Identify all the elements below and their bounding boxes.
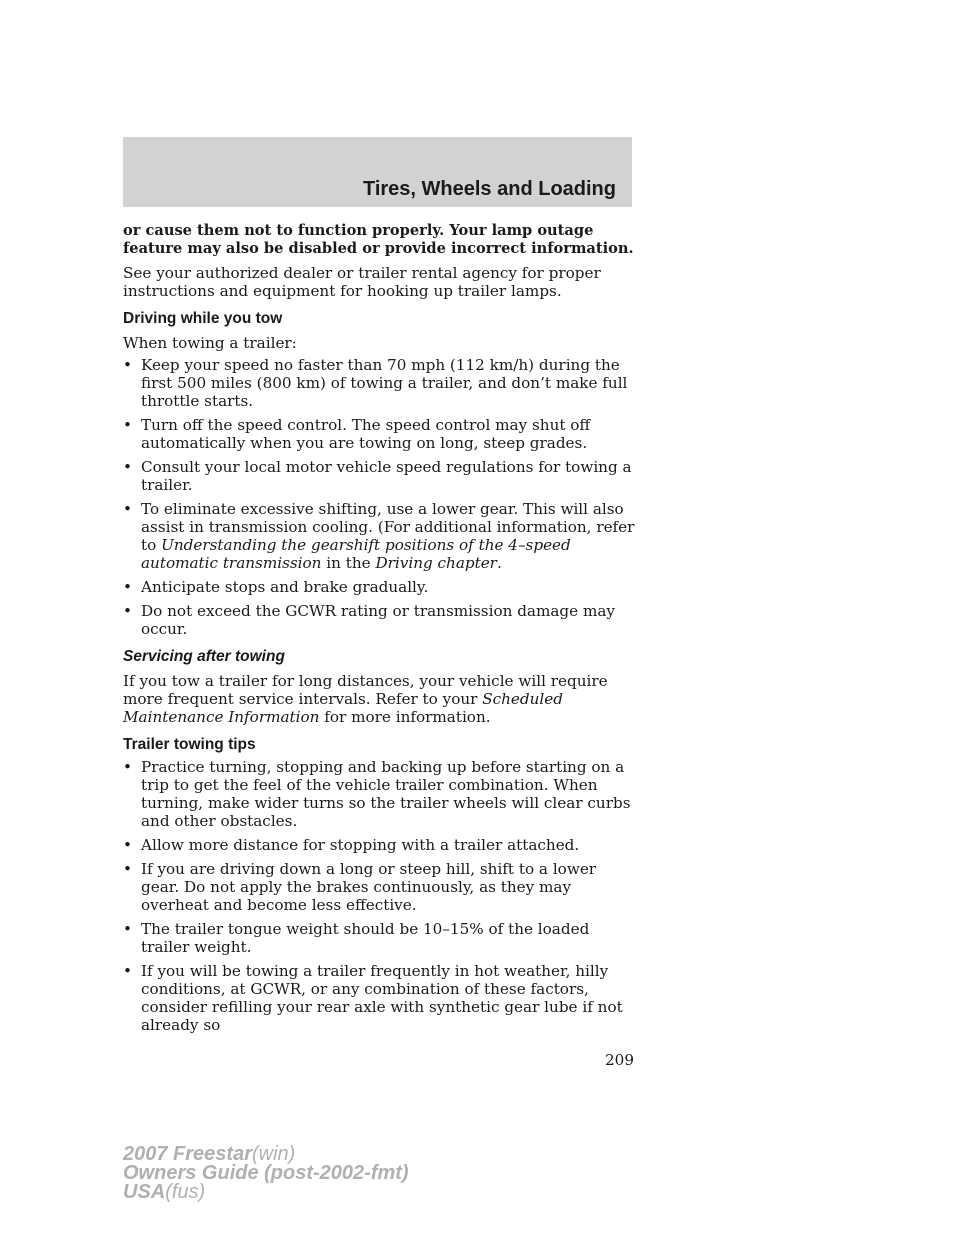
list-item: • The trailer tongue weight should be 10–15% of the loaded trailer weight. (123, 920, 590, 956)
document-footer (123, 1145, 409, 1202)
servicing-paragraph: If you tow a trailer for long distances, your vehicle will require more frequent service intervals. Refer to your Scheduled Maintenance Information for more information. (123, 672, 608, 726)
bullet-icon: • (123, 920, 132, 938)
section-heading-driving: Driving while you tow (123, 310, 283, 327)
bullet-icon: • (123, 836, 132, 854)
section-heading-tips: Trailer towing tips (123, 736, 256, 753)
section-heading-servicing: Servicing after towing (123, 648, 285, 665)
cross-reference: Understanding the gearshift positions of the 4–speed automatic transmission (141, 536, 571, 572)
maintenance-reference: Scheduled Maintenance Information (123, 690, 563, 726)
list-item: • If you will be towing a trailer frequently in hot weather, hilly conditions, at GCWR, or any combination of these factors, consider refilling your rear axle with synthetic gear lube if not already so (123, 962, 623, 1034)
driving-lead: When towing a trailer: (123, 334, 297, 352)
warning-continuation: or cause them not to function properly. Your lamp outage feature may also be disabled or provide incorrect information. (123, 222, 634, 257)
footer-line-model: 2007 Freestar(win) (123, 1143, 296, 1165)
bullet-icon: • (123, 416, 132, 434)
driving-list (123, 356, 638, 638)
list-item: • Anticipate stops and brake gradually. (123, 578, 429, 596)
footer-line-guide: Owners Guide (post-2002-fmt) (123, 1162, 409, 1184)
bullet-icon: • (123, 758, 132, 776)
tips-list (123, 758, 638, 1034)
list-item: • Practice turning, stopping and backing up before starting on a trip to get the feel of the vehicle trailer combination. When turning, make wider turns so the trailer wheels will clear curbs and other obstacles. (123, 758, 631, 830)
bullet-icon: • (123, 962, 132, 980)
bullet-icon: • (123, 500, 132, 518)
bullet-icon: • (123, 860, 132, 878)
chapter-reference: Driving chapter (375, 554, 497, 572)
list-item: • Consult your local motor vehicle speed regulations for towing a trailer. (123, 458, 632, 494)
chapter-title: Tires, Wheels and Loading (362, 178, 616, 200)
page-number: 209 (605, 1051, 634, 1069)
list-item: • To eliminate excessive shifting, use a lower gear. This will also assist in transmission cooling. (For additional information, refer to Understanding the gearshift positions of the 4–speed automatic transmission in the Driving chapter. (123, 500, 635, 572)
chapter-header (123, 137, 632, 207)
intro-paragraph: See your authorized dealer or trailer rental agency for proper instructions and equipment for hooking up trailer lamps. (123, 264, 601, 300)
list-item: • Allow more distance for stopping with a trailer attached. (123, 836, 580, 854)
bullet-icon: • (123, 458, 132, 476)
bullet-icon: • (123, 602, 132, 620)
list-item: • Do not exceed the GCWR rating or transmission damage may occur. (123, 602, 616, 638)
list-item: • If you are driving down a long or steep hill, shift to a lower gear. Do not apply the brakes continuously, as they may overheat and become less effective. (123, 860, 597, 914)
list-item: • Turn off the speed control. The speed control may shut off automatically when you are towing on long, steep grades. (123, 416, 591, 452)
bullet-icon: • (123, 578, 132, 596)
footer-line-market: USA(fus) (123, 1181, 206, 1203)
page-content (123, 222, 638, 1040)
list-item: • Keep your speed no faster than 70 mph (112 km/h) during the first 500 miles (800 km) of towing a trailer, and don’t make full throttle starts. (123, 356, 628, 410)
bullet-icon: • (123, 356, 132, 374)
